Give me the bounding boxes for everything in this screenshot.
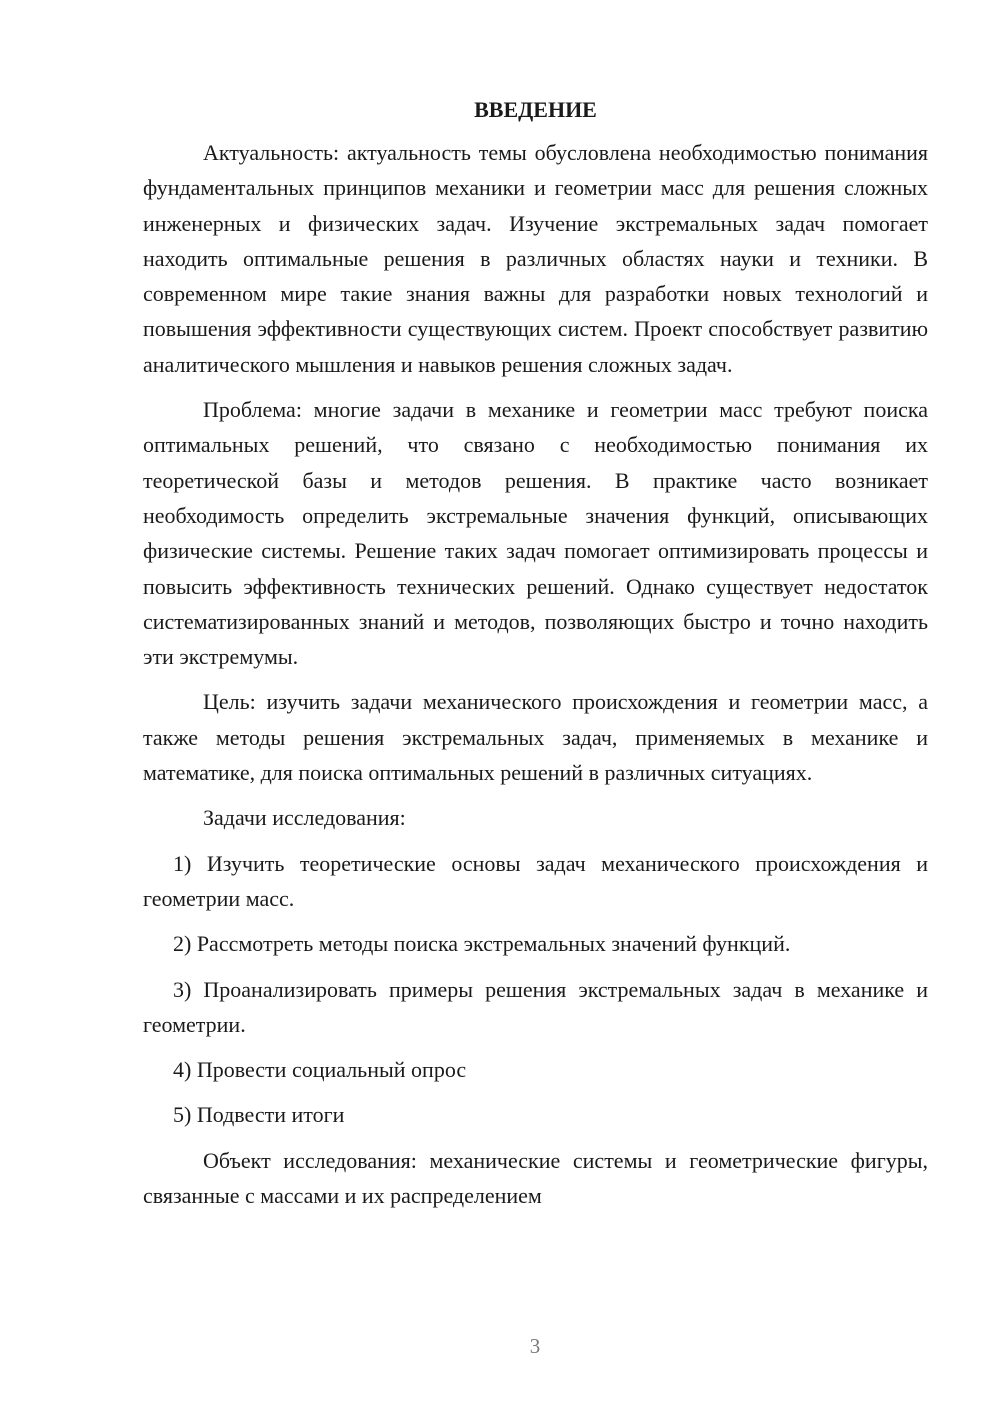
paragraph-object: Объект исследования: механические системы и геометрические фигуры, связанные с массами и их распределением — [143, 1147, 928, 1209]
page-title: ВВЕДЕНИЕ — [474, 97, 597, 122]
tasks-heading: Задачи исследования: — [203, 805, 406, 831]
paragraph-goal: Цель: изучить задачи механического происхождения и геометрии масс, а также методы решения экстремальных задач, применяемых в механике и математике, для поиска оптимальных решений в различных ситуациях. — [143, 689, 928, 786]
task-item-1: 1) Изучить теоретические основы задач механического происхождения и геометрии масс. — [143, 850, 928, 911]
task-item-5: 5) Подвести итоги — [173, 1102, 345, 1128]
paragraph-problem: Проблема: многие задачи в механике и геометрии масс требуют поиска оптимальных решений, что связано с необходимостью понимания их теоретической базы и методов решения. В практике часто возникает необходимость определить экстремальные значения функций, описывающих физические системы. Решение таких задач помогает оптимизировать процессы и повысить эффективность технических решений. Однако существует недостаток систематизированных знаний и методов, позволяющих быстро и точно находить эти экстремумы. — [143, 397, 928, 670]
task-item-3: 3) Проанализировать примеры решения экстремальных задач в механике и геометрии. — [143, 976, 928, 1037]
page-number: 3 — [529, 1334, 541, 1358]
task-item-4: 4) Провести социальный опрос — [173, 1057, 467, 1083]
paragraph-relevance: Актуальность: актуальность темы обусловлена необходимостью понимания фундаментальных принципов механики и геометрии масс для решения сложных инженерных и физических задач. Изучение экстремальных задач помогает находить оптимальные решения в различных областях науки и техники. В современном мире такие знания важны для разработки новых технологий и повышения эффективности существующих систем. Проект способствует развитию аналитического мышления и навыков решения сложных задач. — [143, 140, 928, 377]
page-content — [143, 95, 928, 1223]
task-item-2: 2) Рассмотреть методы поиска экстремальных значений функций. — [173, 931, 791, 957]
